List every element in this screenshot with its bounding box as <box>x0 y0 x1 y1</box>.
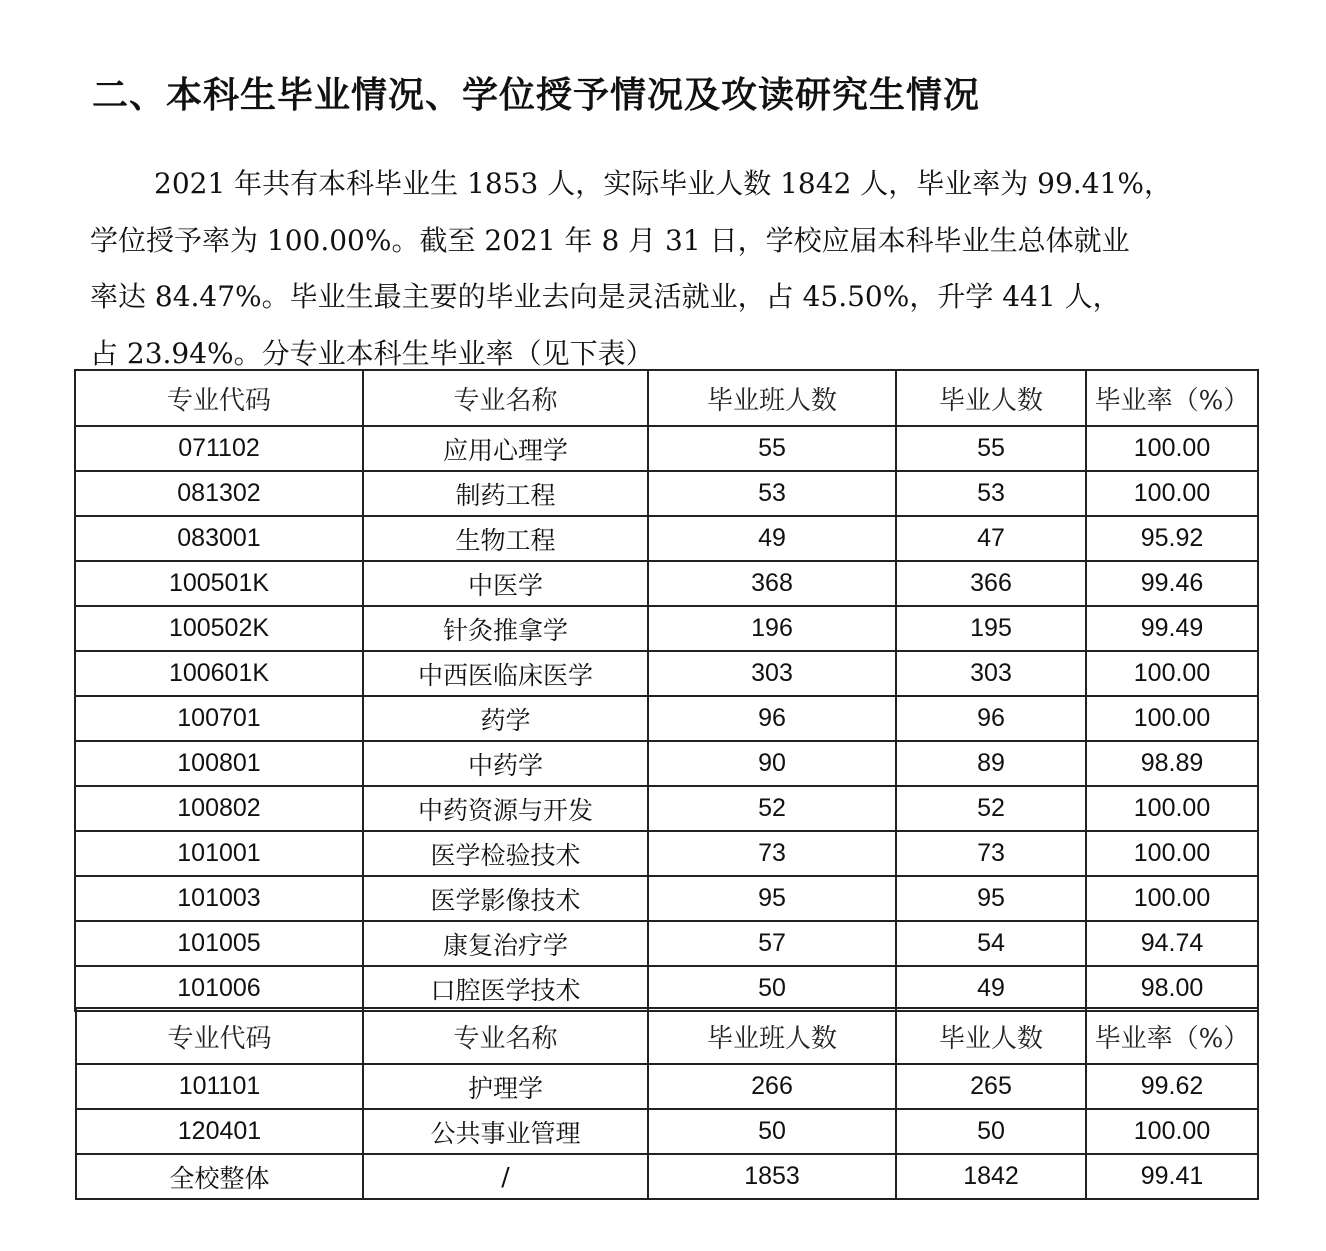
graduates-cell: 95 <box>896 876 1086 921</box>
class-size-cell: 303 <box>648 651 896 696</box>
graduates-cell: 265 <box>896 1064 1086 1109</box>
graduation-rate-cell: 100.00 <box>1086 696 1258 741</box>
graduation-rate-cell: 100.00 <box>1086 651 1258 696</box>
table-row <box>75 786 1258 831</box>
table-row <box>75 741 1258 786</box>
major-code-cell: 101001 <box>75 831 363 876</box>
graduation-rate-cell: 94.74 <box>1086 921 1258 966</box>
header-graduation-rate: 毕业率（%） <box>1086 370 1258 426</box>
class-size-cell: 49 <box>648 516 896 561</box>
graduates-cell: 195 <box>896 606 1086 651</box>
major-code-cell: 071102 <box>75 426 363 471</box>
table-header-row <box>75 370 1258 426</box>
graduates-cell: 50 <box>896 1109 1086 1154</box>
class-size-cell: 90 <box>648 741 896 786</box>
major-code-cell: 120401 <box>76 1109 363 1154</box>
major-code-cell: 100502K <box>75 606 363 651</box>
graduates-cell: 54 <box>896 921 1086 966</box>
graduates-cell: 89 <box>896 741 1086 786</box>
class-size-cell: 55 <box>648 426 896 471</box>
graduation-table-part-2 <box>75 1007 1259 1200</box>
graduation-rate-cell: 95.92 <box>1086 516 1258 561</box>
class-size-cell: 368 <box>648 561 896 606</box>
major-code-cell: 101005 <box>75 921 363 966</box>
graduates-cell: 49 <box>896 966 1086 1011</box>
graduation-rate-cell: 100.00 <box>1086 876 1258 921</box>
section-heading: 二、本科生毕业情况、学位授予情况及攻读研究生情况 <box>92 75 981 116</box>
major-name-cell: 口腔医学技术 <box>363 966 648 1011</box>
table-row <box>75 651 1258 696</box>
paragraph-line: 率达 84.47%。毕业生最主要的毕业去向是灵活就业，占 45.50%，升学 441 人， <box>90 280 1121 313</box>
table-row <box>75 831 1258 876</box>
class-size-cell: 73 <box>648 831 896 876</box>
major-code-cell: 101003 <box>75 876 363 921</box>
graduates-cell: 366 <box>896 561 1086 606</box>
graduates-cell: 73 <box>896 831 1086 876</box>
summary-paragraph <box>90 156 1250 382</box>
graduation-rate-cell: 99.41 <box>1086 1154 1258 1199</box>
header-major-code: 专业代码 <box>76 1008 363 1064</box>
graduation-table-part-1 <box>74 369 1259 1012</box>
table-row <box>75 921 1258 966</box>
graduates-cell: 96 <box>896 696 1086 741</box>
paragraph-line: 学位授予率为 100.00%。截至 2021 年 8 月 31 日，学校应届本科毕业生总体就业 <box>90 223 1130 257</box>
table-row <box>75 966 1258 1011</box>
major-name-cell: 公共事业管理 <box>363 1109 648 1154</box>
paragraph-line: 2021 年共有本科毕业生 1853 人，实际毕业人数 1842 人，毕业率为 99.41%， <box>154 167 1172 200</box>
table-row <box>76 1064 1258 1109</box>
major-name-cell: / <box>363 1154 648 1199</box>
major-name-cell: 中西医临床医学 <box>363 651 648 696</box>
major-code-cell: 100501K <box>75 561 363 606</box>
class-size-cell: 96 <box>648 696 896 741</box>
class-size-cell: 95 <box>648 876 896 921</box>
table-total-row <box>76 1154 1258 1199</box>
table-row <box>75 516 1258 561</box>
graduation-rate-cell: 99.46 <box>1086 561 1258 606</box>
major-name-cell: 中医学 <box>363 561 648 606</box>
graduation-rate-cell: 98.00 <box>1086 966 1258 1011</box>
graduates-cell: 52 <box>896 786 1086 831</box>
major-code-cell: 083001 <box>75 516 363 561</box>
header-major-code: 专业代码 <box>75 370 363 426</box>
major-name-cell: 应用心理学 <box>363 426 648 471</box>
header-graduates: 毕业人数 <box>896 370 1086 426</box>
major-name-cell: 生物工程 <box>363 516 648 561</box>
table-header-row <box>76 1008 1258 1064</box>
header-class-size: 毕业班人数 <box>648 1008 896 1064</box>
major-name-cell: 药学 <box>363 696 648 741</box>
major-name-cell: 康复治疗学 <box>363 921 648 966</box>
class-size-cell: 266 <box>648 1064 896 1109</box>
class-size-cell: 52 <box>648 786 896 831</box>
paragraph-line: 占 23.94%。分专业本科生毕业率（见下表） <box>90 336 654 370</box>
major-name-cell: 中药资源与开发 <box>363 786 648 831</box>
table-row <box>75 696 1258 741</box>
class-size-cell: 196 <box>648 606 896 651</box>
graduation-rate-cell: 100.00 <box>1086 471 1258 516</box>
table-row <box>75 426 1258 471</box>
table-row <box>75 876 1258 921</box>
graduation-rate-cell: 99.49 <box>1086 606 1258 651</box>
major-code-cell: 100801 <box>75 741 363 786</box>
graduates-cell: 303 <box>896 651 1086 696</box>
major-name-cell: 医学检验技术 <box>363 831 648 876</box>
class-size-cell: 53 <box>648 471 896 516</box>
major-name-cell: 医学影像技术 <box>363 876 648 921</box>
graduation-rate-cell: 99.62 <box>1086 1064 1258 1109</box>
header-major-name: 专业名称 <box>363 1008 648 1064</box>
graduation-rate-cell: 100.00 <box>1086 786 1258 831</box>
header-major-name: 专业名称 <box>363 370 648 426</box>
major-name-cell: 护理学 <box>363 1064 648 1109</box>
header-class-size: 毕业班人数 <box>648 370 896 426</box>
table-row <box>75 561 1258 606</box>
major-code-cell: 100701 <box>75 696 363 741</box>
header-graduation-rate: 毕业率（%） <box>1086 1008 1258 1064</box>
graduation-rate-cell: 100.00 <box>1086 1109 1258 1154</box>
major-name-cell: 制药工程 <box>363 471 648 516</box>
major-code-cell: 100601K <box>75 651 363 696</box>
major-code-cell: 全校整体 <box>76 1154 363 1199</box>
graduates-cell: 1842 <box>896 1154 1086 1199</box>
major-code-cell: 100802 <box>75 786 363 831</box>
class-size-cell: 1853 <box>648 1154 896 1199</box>
table-row <box>76 1109 1258 1154</box>
table-row <box>75 606 1258 651</box>
header-graduates: 毕业人数 <box>896 1008 1086 1064</box>
graduates-cell: 47 <box>896 516 1086 561</box>
major-code-cell: 081302 <box>75 471 363 516</box>
major-code-cell: 101006 <box>75 966 363 1011</box>
table-row <box>75 471 1258 516</box>
graduation-rate-cell: 100.00 <box>1086 831 1258 876</box>
graduates-cell: 53 <box>896 471 1086 516</box>
class-size-cell: 57 <box>648 921 896 966</box>
graduation-rate-cell: 98.89 <box>1086 741 1258 786</box>
major-code-cell: 101101 <box>76 1064 363 1109</box>
major-name-cell: 中药学 <box>363 741 648 786</box>
class-size-cell: 50 <box>648 966 896 1011</box>
graduation-rate-cell: 100.00 <box>1086 426 1258 471</box>
major-name-cell: 针灸推拿学 <box>363 606 648 651</box>
graduates-cell: 55 <box>896 426 1086 471</box>
class-size-cell: 50 <box>648 1109 896 1154</box>
